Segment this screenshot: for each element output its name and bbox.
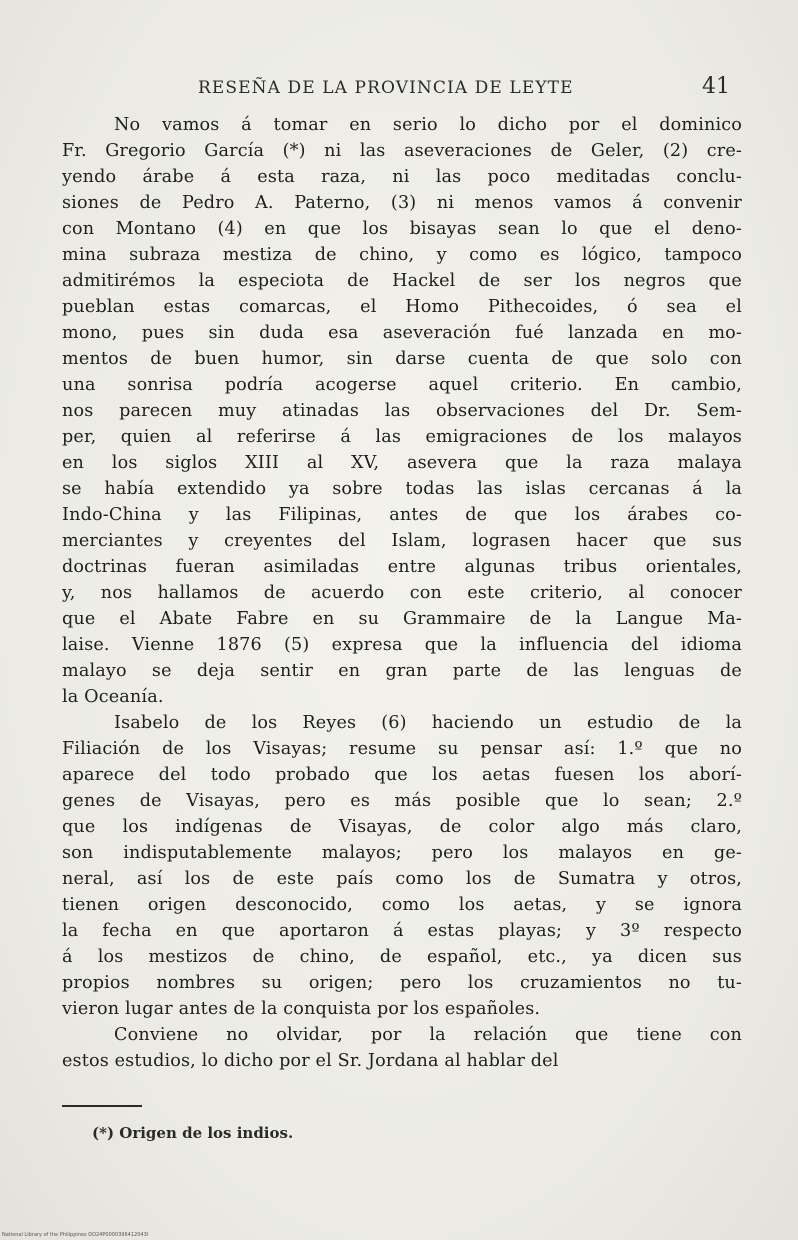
text-line: una sonrisa podría acogerse aquel criterio. En cambio, (62, 375, 742, 395)
text-line: laise. Vienne 1876 (5) expresa que la influencia del idioma (62, 635, 742, 655)
text-line: la fecha en que aportaron á estas playas; y 3º respecto (62, 921, 742, 941)
text-line: genes de Visayas, pero es más posible que lo sean; 2.º (62, 791, 742, 811)
text-line: con Montano (4) en que los bisayas sean lo que el deno- (62, 219, 742, 239)
text-line: Fr. Gregorio García (*) ni las aseveraciones de Geler, (2) cre- (62, 141, 742, 161)
text-line: que los indígenas de Visayas, de color algo más claro, (62, 817, 742, 837)
text-line: estos estudios, lo dicho por el Sr. Jordana al hablar del (62, 1051, 559, 1071)
text-line: siones de Pedro A. Paterno, (3) ni menos vamos á convenir (62, 193, 742, 213)
text-line: pueblan estas comarcas, el Homo Pithecoides, ó sea el (62, 297, 742, 317)
running-title: RESEÑA DE LA PROVINCIA DE LEYTE (198, 78, 574, 98)
text-line: No vamos á tomar en serio lo dicho por el dominico (114, 115, 742, 135)
text-line: se había extendido ya sobre todas las islas cercanas á la (62, 479, 742, 499)
footnote: (*) Origen de los indios. (92, 1124, 294, 1142)
paragraph (62, 710, 742, 1022)
text-line: en los siglos XIII al XV, asevera que la raza malaya (62, 453, 742, 473)
library-stamp: National Library of the Philippines DO24P0000396412043I (2, 1232, 149, 1238)
text-line: neral, así los de este país como los de Sumatra y otros, (62, 869, 742, 889)
text-line: doctrinas fueran asimiladas entre algunas tribus orientales, (62, 557, 742, 577)
footnote-divider (62, 1105, 142, 1107)
page-header (0, 74, 798, 104)
text-line: mono, pues sin duda esa aseveración fué lanzada en mo- (62, 323, 742, 343)
text-line: merciantes y creyentes del Islam, lograsen hacer que sus (62, 531, 742, 551)
text-line: Filiación de los Visayas; resume su pensar así: 1.º que no (62, 739, 742, 759)
text-line: la Oceanía. (62, 687, 164, 707)
text-line: Conviene no olvidar, por la relación que tiene con (114, 1025, 742, 1045)
text-line: Isabelo de los Reyes (6) haciendo un estudio de la (114, 713, 742, 733)
text-line: aparece del todo probado que los aetas fuesen los aborí- (62, 765, 742, 785)
text-line: nos parecen muy atinadas las observaciones del Dr. Sem- (62, 401, 742, 421)
paragraph (62, 112, 742, 710)
text-line: tienen origen desconocido, como los aetas, y se ignora (62, 895, 742, 915)
text-line: malayo se deja sentir en gran parte de las lenguas de (62, 661, 742, 681)
text-line: admitirémos la especiota de Hackel de ser los negros que (62, 271, 742, 291)
body-text (62, 112, 742, 1074)
page-number: 41 (702, 74, 730, 99)
text-line: yendo árabe á esta raza, ni las poco meditadas conclu- (62, 167, 742, 187)
text-line: per, quien al referirse á las emigraciones de los malayos (62, 427, 742, 447)
text-line: que el Abate Fabre en su Grammaire de la Langue Ma- (62, 609, 742, 629)
text-line: mina subraza mestiza de chino, y como es lógico, tampoco (62, 245, 742, 265)
paragraph (62, 1022, 742, 1074)
text-line: propios nombres su origen; pero los cruzamientos no tu- (62, 973, 742, 993)
text-line: y, nos hallamos de acuerdo con este criterio, al conocer (62, 583, 742, 603)
text-line: á los mestizos de chino, de español, etc., ya dicen sus (62, 947, 742, 967)
text-line: mentos de buen humor, sin darse cuenta de que solo con (62, 349, 742, 369)
text-line: Indo-China y las Filipinas, antes de que los árabes co- (62, 505, 742, 525)
text-line: vieron lugar antes de la conquista por los españoles. (62, 999, 541, 1019)
text-line: son indisputablemente malayos; pero los malayos en ge- (62, 843, 742, 863)
